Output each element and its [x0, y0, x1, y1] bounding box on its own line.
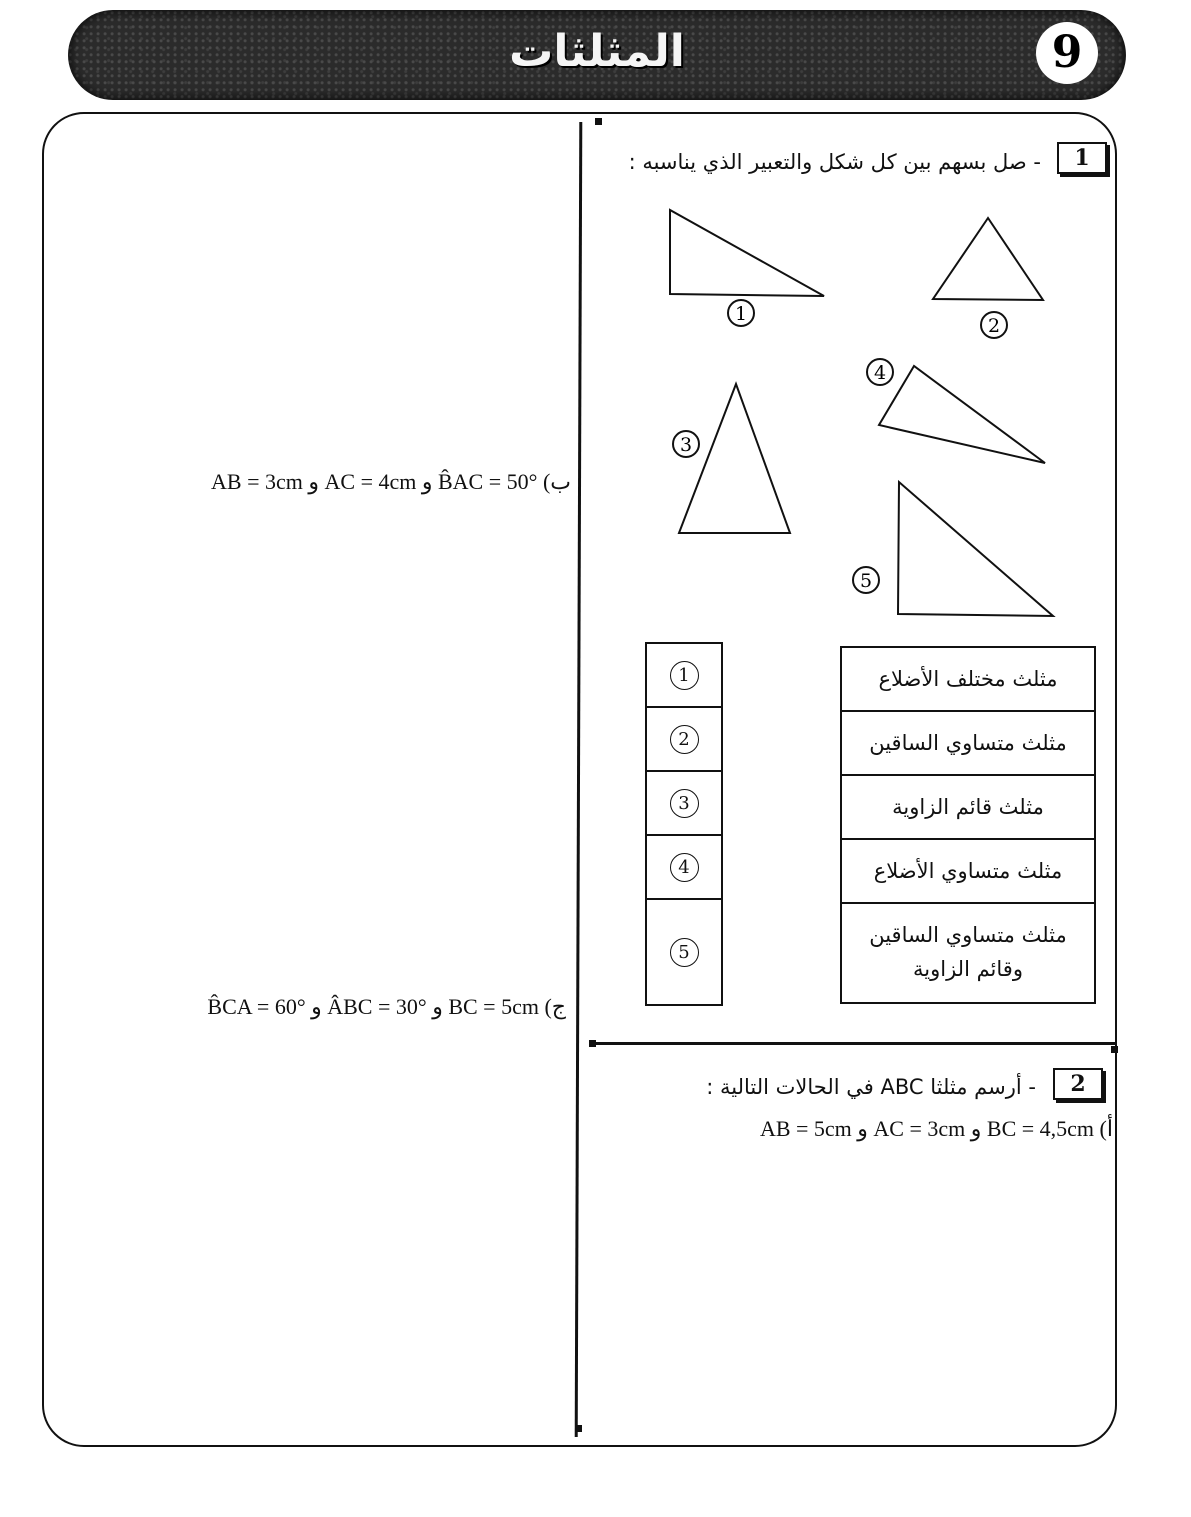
divider-end-dot	[575, 1425, 582, 1432]
case-c: ج) BC = 5cm و ÂBC = 30° و B̂CA = 60°	[207, 994, 566, 1019]
header-banner	[68, 10, 1126, 100]
shape-label-3: 3	[679, 434, 693, 456]
triangle-4	[879, 366, 1045, 463]
shape-label-1: 1	[734, 303, 748, 325]
number-cell: 5	[670, 938, 699, 967]
case-b: ب) B̂AC = 50° و AC = 4cm و AB = 3cm	[211, 469, 571, 494]
exercise-1-number: 1	[1057, 142, 1107, 174]
divider-end-dot	[1111, 1046, 1118, 1053]
number-cell: 3	[670, 789, 699, 818]
triangles-figure	[600, 190, 1080, 630]
triangle-2	[933, 218, 1043, 300]
expression-cell	[841, 903, 1095, 1003]
divider-end-dot	[589, 1040, 596, 1047]
exercise-2-instruction: - أرسم مثلثا ABC في الحالات التالية :	[706, 1075, 1036, 1099]
number-cell: 1	[670, 661, 699, 690]
expression-cell: مثلث متساوي الأضلاع	[841, 839, 1095, 903]
expression-line: وقائم الزاوية	[913, 957, 1023, 981]
expression-cell: مثلث متساوي الساقين	[841, 711, 1095, 775]
numbers-table	[645, 642, 723, 1006]
triangle-1	[670, 210, 824, 296]
expression-cell: مثلث قائم الزاوية	[841, 775, 1095, 839]
expressions-table	[840, 646, 1096, 1004]
exercise-2-number: 2	[1053, 1068, 1103, 1100]
triangle-3	[679, 384, 790, 533]
expression-cell: مثلث مختلف الأضلاع	[841, 647, 1095, 711]
number-cell: 2	[670, 725, 699, 754]
expression-line: مثلث متساوي الساقين	[869, 923, 1067, 948]
case-a: أ) BC = 4,5cm و AC = 3cm و AB = 5cm	[759, 1116, 1113, 1141]
shape-label-2: 2	[987, 315, 1001, 337]
shape-label-5: 5	[859, 570, 873, 592]
number-cell: 4	[670, 853, 699, 882]
divider-end-dot	[595, 118, 602, 125]
triangle-5	[898, 482, 1053, 616]
shape-label-4: 4	[873, 362, 887, 384]
chapter-number: 9	[1036, 22, 1098, 84]
page-title: المثلثات	[509, 26, 685, 77]
exercise-1-instruction: - صل بسهم بين كل شكل والتعبير الذي يناسبه :	[628, 150, 1041, 174]
horizontal-divider	[592, 1042, 1117, 1045]
